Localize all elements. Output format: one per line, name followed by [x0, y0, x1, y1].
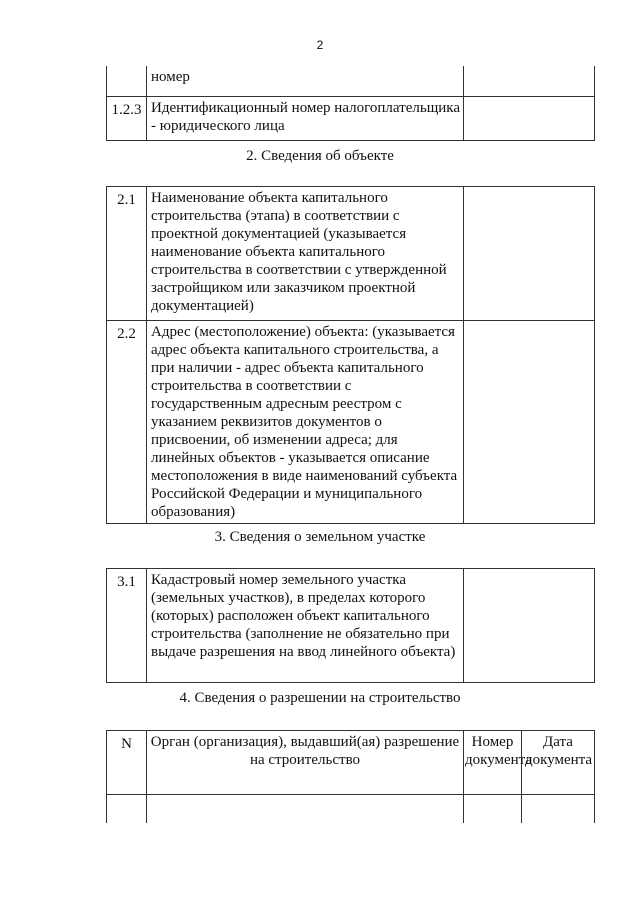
table-header-row: [107, 731, 595, 795]
empty-cell: [107, 795, 147, 823]
table-row: [107, 96, 595, 140]
row-number: 2.2: [107, 321, 147, 524]
section-heading-land-plot: 3. Сведения о земельном участке: [214, 529, 426, 545]
row-number: 2.1: [107, 187, 147, 321]
row-value-cell: [464, 321, 595, 524]
row-label: Адрес (местоположение) объекта: (указывается адрес объекта капитального строительства, а при наличии - адрес объекта капитального строительства в соответствии с государственным адресным реестром с указанием реквизитов документов о присвоении, об изменении адреса; для линейных объектов - указывается описание местоположения в виде наименований субъекта Российской Федерации и муниципального образования): [147, 321, 464, 524]
row-label: номер: [147, 66, 464, 96]
table-row: [107, 187, 595, 321]
row-number: 1.2.3: [107, 96, 147, 140]
row-label: Кадастровый номер земельного участка (земельных участков), в пределах которого (которых) расположен объект капитального строительства (заполнение не обязательно при выдаче разрешения на ввод линейного объекта): [147, 569, 464, 683]
table-row: [107, 569, 595, 683]
table-row: [107, 66, 595, 96]
row-label: Наименование объекта капитального строительства (этапа) в соответствии с проектной документацией (указывается наименование объекта капитального строительства в соответствии с утвержденной застройщиком или заказчиком проектной документацией): [147, 187, 464, 321]
page-number: 2: [316, 38, 324, 52]
row-label: Идентификационный номер налогоплательщика - юридического лица: [147, 96, 464, 140]
permit-table: [106, 730, 595, 823]
column-header-n: N: [107, 731, 147, 795]
empty-cell: [522, 795, 595, 823]
section-heading-object: 2. Сведения об объекте: [246, 148, 394, 164]
table-row: [107, 795, 595, 823]
section-heading-permit: 4. Сведения о разрешении на строительство: [179, 690, 461, 706]
row-number: [107, 66, 147, 96]
table-row: [107, 321, 595, 524]
column-header-organ: Орган (организация), выдавший(ая) разрешение на строительство: [147, 731, 464, 795]
column-header-doc-number: Номер документа: [464, 731, 522, 795]
row-value-cell: [464, 187, 595, 321]
land-plot-table: [106, 568, 595, 683]
object-info-table: [106, 186, 595, 524]
row-value-cell: [464, 66, 595, 96]
applicant-table-continuation: [106, 66, 595, 141]
row-value-cell: [464, 569, 595, 683]
row-number: 3.1: [107, 569, 147, 683]
empty-cell: [464, 795, 522, 823]
column-header-doc-date: Дата документа: [522, 731, 595, 795]
row-value-cell: [464, 96, 595, 140]
empty-cell: [147, 795, 464, 823]
